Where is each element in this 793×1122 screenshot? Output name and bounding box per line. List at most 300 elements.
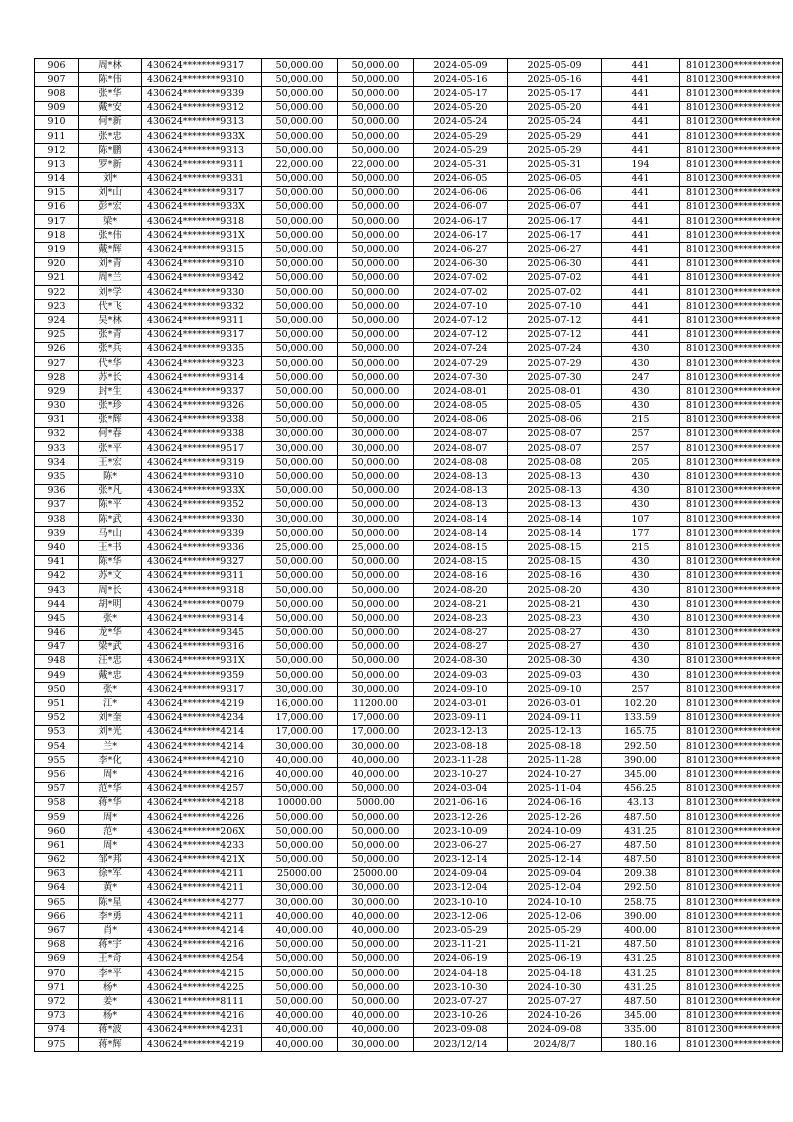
balance-cell: 30,000.00 (338, 442, 414, 456)
end-date-cell: 2025-07-02 (508, 286, 602, 300)
id-number-cell: 430624********9332 (142, 300, 262, 314)
balance-cell: 50,000.00 (338, 115, 414, 129)
id-number-cell: 430624********9339 (142, 87, 262, 101)
loan-amount-cell: 50,000.00 (262, 200, 338, 214)
name-cell: 吴*林 (79, 314, 142, 328)
balance-cell: 50,000.00 (338, 186, 414, 200)
id-number-cell: 430624********4215 (142, 967, 262, 981)
table-row (35, 300, 783, 314)
name-cell: 代*飞 (79, 300, 142, 314)
name-cell: 陈*鹏 (79, 144, 142, 158)
start-date-cell: 2024-07-12 (414, 328, 508, 342)
loan-amount-cell: 40,000.00 (262, 910, 338, 924)
account-cell: 81012300********** (680, 555, 783, 569)
loan-amount-cell: 50,000.00 (262, 782, 338, 796)
id-number-cell: 430624********9310 (142, 73, 262, 87)
balance-cell: 25000.00 (338, 867, 414, 881)
row-number-cell: 946 (35, 626, 79, 640)
end-date-cell: 2025-05-31 (508, 158, 602, 172)
loan-amount-cell: 30,000.00 (262, 881, 338, 895)
loan-amount-cell: 50,000.00 (262, 314, 338, 328)
id-number-cell: 430624********4225 (142, 981, 262, 995)
start-date-cell: 2023-12-26 (414, 810, 508, 824)
end-date-cell: 2024-10-27 (508, 768, 602, 782)
interest-cell: 345.00 (602, 768, 680, 782)
id-number-cell: 430624********9317 (142, 59, 262, 73)
start-date-cell: 2024-08-14 (414, 527, 508, 541)
table-row (35, 938, 783, 952)
row-number-cell: 931 (35, 413, 79, 427)
balance-cell: 30,000.00 (338, 513, 414, 527)
interest-cell: 430 (602, 598, 680, 612)
interest-cell: 487.50 (602, 853, 680, 867)
start-date-cell: 2024-03-04 (414, 782, 508, 796)
loan-amount-cell: 50,000.00 (262, 371, 338, 385)
interest-cell: 441 (602, 257, 680, 271)
table-row (35, 598, 783, 612)
start-date-cell: 2024-08-16 (414, 569, 508, 583)
balance-cell: 50,000.00 (338, 101, 414, 115)
account-cell: 81012300********** (680, 229, 783, 243)
interest-cell: 430 (602, 555, 680, 569)
id-number-cell: 430624********9326 (142, 399, 262, 413)
interest-cell: 430 (602, 669, 680, 683)
balance-cell: 50,000.00 (338, 967, 414, 981)
account-cell: 81012300********** (680, 87, 783, 101)
row-number-cell: 936 (35, 484, 79, 498)
id-number-cell: 430624********9318 (142, 583, 262, 597)
start-date-cell: 2023-07-27 (414, 995, 508, 1009)
account-cell: 81012300********** (680, 513, 783, 527)
account-cell: 81012300********** (680, 1009, 783, 1023)
start-date-cell: 2024-05-24 (414, 115, 508, 129)
interest-cell: 441 (602, 59, 680, 73)
name-cell: 刘*学 (79, 286, 142, 300)
balance-cell: 50,000.00 (338, 782, 414, 796)
name-cell: 代*华 (79, 356, 142, 370)
name-cell: 胡*明 (79, 598, 142, 612)
start-date-cell: 2023-09-11 (414, 711, 508, 725)
name-cell: 刘*青 (79, 257, 142, 271)
balance-cell: 50,000.00 (338, 413, 414, 427)
row-number-cell: 963 (35, 867, 79, 881)
table-row (35, 356, 783, 370)
interest-cell: 441 (602, 73, 680, 87)
account-cell: 81012300********** (680, 995, 783, 1009)
interest-cell: 487.50 (602, 995, 680, 1009)
balance-cell: 50,000.00 (338, 952, 414, 966)
start-date-cell: 2024-08-13 (414, 484, 508, 498)
name-cell: 刘*奎 (79, 711, 142, 725)
loan-amount-cell: 50,000.00 (262, 498, 338, 512)
name-cell: 张* (79, 612, 142, 626)
start-date-cell: 2023-05-29 (414, 924, 508, 938)
table-row (35, 796, 783, 810)
row-number-cell: 954 (35, 740, 79, 754)
id-number-cell: 430624********4211 (142, 867, 262, 881)
row-number-cell: 938 (35, 513, 79, 527)
name-cell: 蒋*辉 (79, 1037, 142, 1051)
loan-amount-cell: 50,000.00 (262, 825, 338, 839)
id-number-cell: 430624********9312 (142, 101, 262, 115)
loan-amount-cell: 50,000.00 (262, 271, 338, 285)
row-number-cell: 975 (35, 1037, 79, 1051)
id-number-cell: 430624********9317 (142, 683, 262, 697)
balance-cell: 30,000.00 (338, 896, 414, 910)
row-number-cell: 973 (35, 1009, 79, 1023)
end-date-cell: 2025-08-21 (508, 598, 602, 612)
table-row (35, 513, 783, 527)
id-number-cell: 430624********4219 (142, 697, 262, 711)
end-date-cell: 2025-08-07 (508, 442, 602, 456)
start-date-cell: 2023-10-10 (414, 896, 508, 910)
interest-cell: 430 (602, 399, 680, 413)
end-date-cell: 2025-05-29 (508, 144, 602, 158)
start-date-cell: 2023-09-08 (414, 1023, 508, 1037)
account-cell: 81012300********** (680, 598, 783, 612)
loan-amount-cell: 50,000.00 (262, 484, 338, 498)
row-number-cell: 913 (35, 158, 79, 172)
row-number-cell: 968 (35, 938, 79, 952)
id-number-cell: 430624********9337 (142, 385, 262, 399)
end-date-cell: 2025-08-20 (508, 583, 602, 597)
name-cell: 梁*武 (79, 640, 142, 654)
name-cell: 杨* (79, 981, 142, 995)
table-row (35, 612, 783, 626)
balance-cell: 50,000.00 (338, 129, 414, 143)
end-date-cell: 2025-11-28 (508, 754, 602, 768)
balance-cell: 11200.00 (338, 697, 414, 711)
id-number-cell: 430624********4214 (142, 725, 262, 739)
name-cell: 周*兰 (79, 271, 142, 285)
end-date-cell: 2025-08-16 (508, 569, 602, 583)
end-date-cell: 2025-08-01 (508, 385, 602, 399)
id-number-cell: 430624********9319 (142, 456, 262, 470)
id-number-cell: 430624********4216 (142, 768, 262, 782)
row-number-cell: 934 (35, 456, 79, 470)
start-date-cell: 2024-06-17 (414, 215, 508, 229)
account-cell: 81012300********** (680, 172, 783, 186)
account-cell: 81012300********** (680, 385, 783, 399)
start-date-cell: 2024-05-16 (414, 73, 508, 87)
id-number-cell: 430624********4257 (142, 782, 262, 796)
id-number-cell: 430624********9335 (142, 342, 262, 356)
loan-amount-cell: 50,000.00 (262, 243, 338, 257)
name-cell: 邹*邦 (79, 853, 142, 867)
balance-cell: 50,000.00 (338, 583, 414, 597)
table-row (35, 73, 783, 87)
end-date-cell: 2025-06-27 (508, 243, 602, 257)
account-cell: 81012300********** (680, 1037, 783, 1051)
start-date-cell: 2023-11-21 (414, 938, 508, 952)
id-number-cell: 430624********9338 (142, 413, 262, 427)
balance-cell: 50,000.00 (338, 839, 414, 853)
table-row (35, 626, 783, 640)
id-number-cell: 430624********4254 (142, 952, 262, 966)
id-number-cell: 430624********4216 (142, 938, 262, 952)
row-number-cell: 956 (35, 768, 79, 782)
id-number-cell: 430624********9330 (142, 286, 262, 300)
loan-amount-cell: 50,000.00 (262, 654, 338, 668)
row-number-cell: 927 (35, 356, 79, 370)
account-cell: 81012300********** (680, 73, 783, 87)
name-cell: 徐*军 (79, 867, 142, 881)
id-number-cell: 430624********4277 (142, 896, 262, 910)
name-cell: 周*长 (79, 583, 142, 597)
id-number-cell: 430624********9345 (142, 626, 262, 640)
loan-amount-cell: 50,000.00 (262, 129, 338, 143)
table-row (35, 442, 783, 456)
loan-amount-cell: 40,000.00 (262, 924, 338, 938)
balance-cell: 50,000.00 (338, 200, 414, 214)
name-cell: 陈*伟 (79, 73, 142, 87)
start-date-cell: 2024-06-06 (414, 186, 508, 200)
balance-cell: 50,000.00 (338, 385, 414, 399)
balance-cell: 50,000.00 (338, 371, 414, 385)
account-cell: 81012300********** (680, 725, 783, 739)
name-cell: 范*华 (79, 782, 142, 796)
account-cell: 81012300********** (680, 442, 783, 456)
end-date-cell: 2025-06-27 (508, 839, 602, 853)
id-number-cell: 430624********9318 (142, 215, 262, 229)
table-row (35, 967, 783, 981)
end-date-cell: 2025-06-17 (508, 229, 602, 243)
start-date-cell: 2024-08-20 (414, 583, 508, 597)
start-date-cell: 2023-12-14 (414, 853, 508, 867)
account-cell: 81012300********** (680, 371, 783, 385)
start-date-cell: 2024-07-02 (414, 286, 508, 300)
loan-amount-cell: 50,000.00 (262, 981, 338, 995)
table-row (35, 768, 783, 782)
account-cell: 81012300********** (680, 669, 783, 683)
row-number-cell: 916 (35, 200, 79, 214)
end-date-cell: 2025-12-13 (508, 725, 602, 739)
account-cell: 81012300********** (680, 796, 783, 810)
table-row (35, 839, 783, 853)
start-date-cell: 2024-07-30 (414, 371, 508, 385)
end-date-cell: 2024-10-09 (508, 825, 602, 839)
id-number-cell: 430624********9330 (142, 513, 262, 527)
account-cell: 81012300********** (680, 967, 783, 981)
balance-cell: 50,000.00 (338, 981, 414, 995)
id-number-cell: 430624********9314 (142, 612, 262, 626)
end-date-cell: 2025-12-06 (508, 910, 602, 924)
loan-amount-cell: 30,000.00 (262, 513, 338, 527)
interest-cell: 431.25 (602, 967, 680, 981)
row-number-cell: 908 (35, 87, 79, 101)
end-date-cell: 2025-08-08 (508, 456, 602, 470)
loan-amount-cell: 10000.00 (262, 796, 338, 810)
interest-cell: 292.50 (602, 881, 680, 895)
balance-cell: 30,000.00 (338, 1037, 414, 1051)
table-row (35, 427, 783, 441)
table-row (35, 243, 783, 257)
balance-cell: 40,000.00 (338, 1009, 414, 1023)
interest-cell: 441 (602, 129, 680, 143)
interest-cell: 441 (602, 286, 680, 300)
row-number-cell: 964 (35, 881, 79, 895)
id-number-cell: 430624********9317 (142, 328, 262, 342)
end-date-cell: 2025-08-13 (508, 484, 602, 498)
table-row (35, 583, 783, 597)
balance-cell: 17,000.00 (338, 711, 414, 725)
account-cell: 81012300********** (680, 115, 783, 129)
table-row (35, 555, 783, 569)
start-date-cell: 2024-07-02 (414, 271, 508, 285)
loan-amount-cell: 50,000.00 (262, 215, 338, 229)
start-date-cell: 2024-08-14 (414, 513, 508, 527)
table-row (35, 456, 783, 470)
id-number-cell: 430624********931X (142, 654, 262, 668)
id-number-cell: 430624********9311 (142, 314, 262, 328)
account-cell: 81012300********** (680, 938, 783, 952)
end-date-cell: 2025-07-02 (508, 271, 602, 285)
balance-cell: 50,000.00 (338, 669, 414, 683)
name-cell: 周* (79, 768, 142, 782)
table-row (35, 413, 783, 427)
end-date-cell: 2024-06-16 (508, 796, 602, 810)
table-row (35, 328, 783, 342)
interest-cell: 400.00 (602, 924, 680, 938)
name-cell: 王*宏 (79, 456, 142, 470)
table-row (35, 371, 783, 385)
name-cell: 汪*忠 (79, 654, 142, 668)
start-date-cell: 2024-05-20 (414, 101, 508, 115)
name-cell: 张*忠 (79, 129, 142, 143)
loan-amount-cell: 50,000.00 (262, 952, 338, 966)
start-date-cell: 2024-08-27 (414, 626, 508, 640)
interest-cell: 456.25 (602, 782, 680, 796)
balance-cell: 50,000.00 (338, 399, 414, 413)
row-number-cell: 926 (35, 342, 79, 356)
name-cell: 陈*星 (79, 896, 142, 910)
balance-cell: 50,000.00 (338, 825, 414, 839)
id-number-cell: 430624********9313 (142, 115, 262, 129)
interest-cell: 441 (602, 243, 680, 257)
account-cell: 81012300********** (680, 427, 783, 441)
account-cell: 81012300********** (680, 498, 783, 512)
table-row (35, 498, 783, 512)
start-date-cell: 2024-06-27 (414, 243, 508, 257)
account-cell: 81012300********** (680, 271, 783, 285)
interest-cell: 345.00 (602, 1009, 680, 1023)
table-row (35, 399, 783, 413)
end-date-cell: 2025-06-07 (508, 200, 602, 214)
interest-cell: 102.20 (602, 697, 680, 711)
balance-cell: 50,000.00 (338, 314, 414, 328)
loan-amount-cell: 40,000.00 (262, 1009, 338, 1023)
table-row (35, 527, 783, 541)
name-cell: 刘*光 (79, 725, 142, 739)
end-date-cell: 2025-11-21 (508, 938, 602, 952)
end-date-cell: 2025-08-07 (508, 427, 602, 441)
interest-cell: 430 (602, 569, 680, 583)
balance-cell: 40,000.00 (338, 768, 414, 782)
end-date-cell: 2025-05-17 (508, 87, 602, 101)
interest-cell: 257 (602, 427, 680, 441)
id-number-cell: 430624********4231 (142, 1023, 262, 1037)
row-number-cell: 958 (35, 796, 79, 810)
id-number-cell: 430624********9331 (142, 172, 262, 186)
start-date-cell: 2024-08-05 (414, 399, 508, 413)
interest-cell: 441 (602, 115, 680, 129)
id-number-cell: 430624********9342 (142, 271, 262, 285)
row-number-cell: 950 (35, 683, 79, 697)
table-row (35, 158, 783, 172)
account-cell: 81012300********** (680, 484, 783, 498)
name-cell: 何*新 (79, 115, 142, 129)
balance-cell: 50,000.00 (338, 144, 414, 158)
row-number-cell: 941 (35, 555, 79, 569)
row-number-cell: 909 (35, 101, 79, 115)
row-number-cell: 918 (35, 229, 79, 243)
balance-cell: 40,000.00 (338, 910, 414, 924)
table-row (35, 314, 783, 328)
account-cell: 81012300********** (680, 456, 783, 470)
name-cell: 陈* (79, 470, 142, 484)
start-date-cell: 2021-06-16 (414, 796, 508, 810)
end-date-cell: 2024-10-10 (508, 896, 602, 910)
start-date-cell: 2024-09-04 (414, 867, 508, 881)
name-cell: 张*辉 (79, 413, 142, 427)
start-date-cell: 2023-10-30 (414, 981, 508, 995)
end-date-cell: 2025-06-17 (508, 215, 602, 229)
row-number-cell: 957 (35, 782, 79, 796)
table-row (35, 995, 783, 1009)
interest-cell: 430 (602, 498, 680, 512)
interest-cell: 441 (602, 328, 680, 342)
row-number-cell: 923 (35, 300, 79, 314)
balance-cell: 25,000.00 (338, 541, 414, 555)
name-cell: 姜* (79, 995, 142, 1009)
id-number-cell: 430624********0079 (142, 598, 262, 612)
balance-cell: 50,000.00 (338, 612, 414, 626)
loan-amount-cell: 50,000.00 (262, 527, 338, 541)
account-cell: 81012300********** (680, 768, 783, 782)
row-number-cell: 942 (35, 569, 79, 583)
end-date-cell: 2024-09-08 (508, 1023, 602, 1037)
table-row (35, 669, 783, 683)
interest-cell: 431.25 (602, 825, 680, 839)
account-cell: 81012300********** (680, 144, 783, 158)
row-number-cell: 970 (35, 967, 79, 981)
start-date-cell: 2023-06-27 (414, 839, 508, 853)
name-cell: 彭*宏 (79, 200, 142, 214)
row-number-cell: 906 (35, 59, 79, 73)
loan-amount-cell: 50,000.00 (262, 186, 338, 200)
row-number-cell: 944 (35, 598, 79, 612)
row-number-cell: 960 (35, 825, 79, 839)
loan-amount-cell: 40,000.00 (262, 1037, 338, 1051)
table-row (35, 186, 783, 200)
balance-cell: 50,000.00 (338, 853, 414, 867)
id-number-cell: 430624********9314 (142, 371, 262, 385)
account-cell: 81012300********** (680, 200, 783, 214)
end-date-cell: 2025-08-23 (508, 612, 602, 626)
name-cell: 张* (79, 683, 142, 697)
name-cell: 梁* (79, 215, 142, 229)
balance-cell: 50,000.00 (338, 229, 414, 243)
table-row (35, 101, 783, 115)
loan-amount-cell: 50,000.00 (262, 810, 338, 824)
name-cell: 兰* (79, 740, 142, 754)
loan-amount-cell: 17,000.00 (262, 725, 338, 739)
table-row (35, 59, 783, 73)
id-number-cell: 430624********9327 (142, 555, 262, 569)
start-date-cell: 2024-05-09 (414, 59, 508, 73)
account-cell: 81012300********** (680, 654, 783, 668)
id-number-cell: 430624********4219 (142, 1037, 262, 1051)
